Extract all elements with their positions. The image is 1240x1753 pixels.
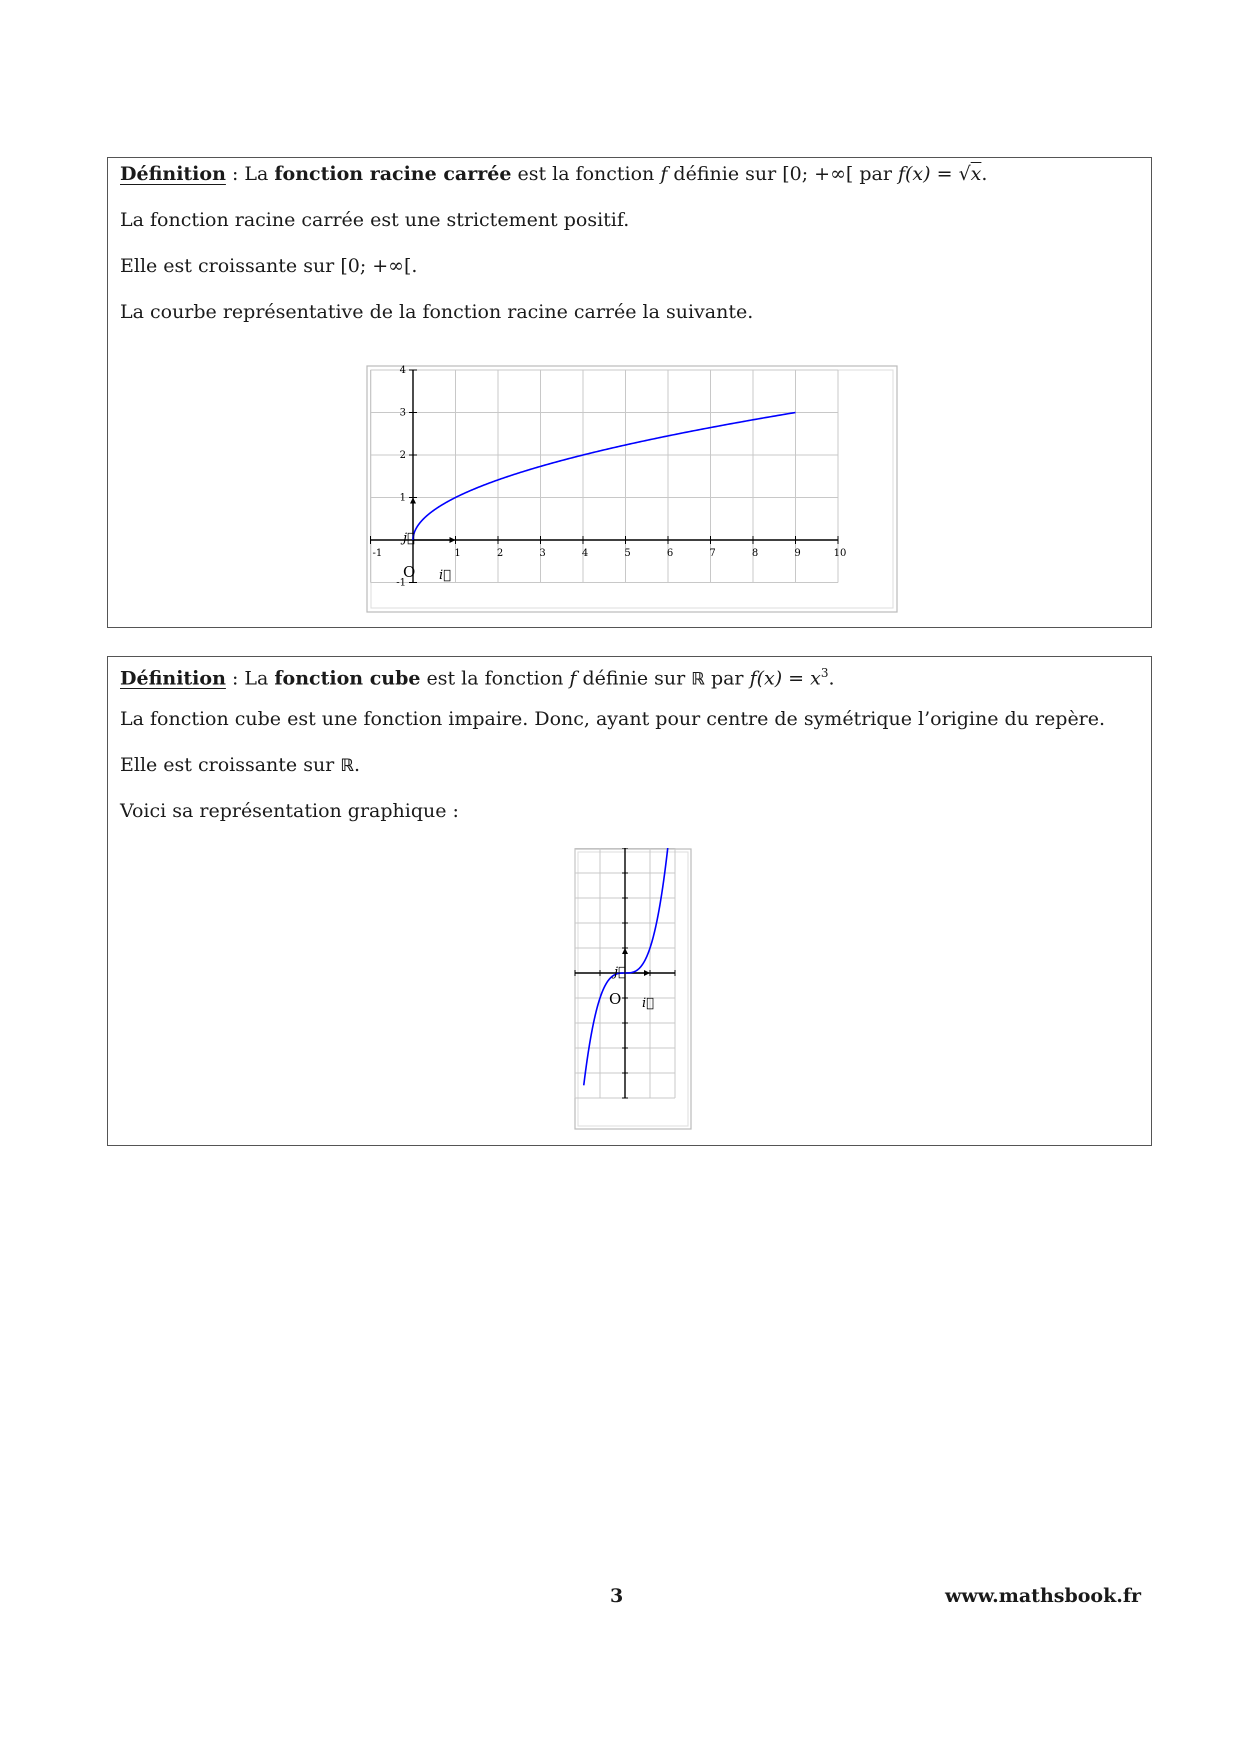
text: Elle est croissante sur: [120, 255, 341, 277]
definition-line: [120, 661, 835, 691]
chart-frame: [575, 849, 691, 1129]
text: .: [411, 255, 418, 277]
definition-box-cube: [107, 656, 1152, 1146]
term-bold: fonction cube: [274, 667, 421, 690]
j-vector-arrow: [410, 498, 416, 504]
origin-label: O: [609, 990, 622, 1008]
cube-chart: [574, 848, 692, 1130]
x-tick-label: 2: [496, 548, 504, 559]
math-set-R: ℝ: [691, 669, 705, 690]
text: .: [353, 754, 360, 776]
text: .: [981, 163, 988, 185]
curve-intro: La courbe représentative de la fonction racine carrée la suivante.: [120, 301, 754, 323]
grid: [371, 370, 839, 583]
square-root-chart: [366, 365, 898, 613]
text: définie sur: [576, 667, 692, 690]
x-tick-label: 5: [624, 548, 631, 559]
math-interval: [0; +∞[: [782, 163, 854, 185]
x-tick-label: 1: [454, 548, 461, 559]
origin-label: O: [403, 563, 416, 581]
x-tick-label: 9: [794, 548, 801, 559]
math-set-R: ℝ: [340, 756, 354, 776]
math-fx: f(x) =: [897, 163, 959, 185]
text: : La: [225, 667, 275, 690]
property-positive: La fonction racine carrée est une strictement positif.: [120, 209, 630, 231]
property-odd: La fonction cube est une fonction impaire. Donc, ayant pour centre de symétrique l’origine du repère.: [120, 708, 1106, 730]
curve: [413, 413, 796, 541]
j-vector-label: j⃗: [403, 531, 415, 546]
text: est la fonction: [511, 163, 661, 185]
site-url: www.mathsbook.fr: [945, 1585, 1142, 1607]
definition-label: Définition: [120, 163, 226, 185]
i-vector-label: i⃗: [439, 568, 451, 583]
page-number: 3: [610, 1585, 624, 1607]
math-f: f: [569, 667, 577, 690]
tick-labels: [371, 365, 847, 589]
property-increasing: [120, 753, 360, 778]
i-vector-label: i⃗: [642, 996, 654, 1011]
i-vector-arrow: [644, 970, 650, 976]
y-tick-label: 2: [399, 450, 406, 461]
y-tick-label: 3: [399, 407, 406, 419]
math-fx: f(x) = x: [749, 667, 821, 690]
i-vector-arrow: [450, 537, 456, 543]
y-tick-label: -1: [396, 577, 406, 589]
j-vector-arrow: [622, 948, 628, 954]
math-interval: [0; +∞[: [340, 255, 412, 277]
math-exponent: 3: [820, 666, 829, 680]
property-increasing: [120, 254, 417, 278]
text: par: [704, 667, 750, 690]
definition-label: Définition: [120, 667, 226, 690]
x-tick-label: 7: [709, 548, 716, 559]
y-tick-label: 4: [399, 365, 406, 376]
text: .: [828, 667, 835, 690]
text: par: [853, 163, 898, 185]
chart-inner-frame: [578, 852, 688, 1126]
x-tick-label: 10: [833, 548, 847, 559]
sqrt-sign: √: [958, 163, 971, 185]
axes: [371, 370, 839, 583]
x-tick-label: 6: [666, 548, 674, 559]
text: Elle est croissante sur: [120, 754, 341, 776]
text: est la fonction: [420, 667, 570, 690]
text: : La: [225, 163, 275, 185]
sqrt-arg: x: [970, 163, 982, 185]
x-tick-label: 3: [539, 548, 546, 559]
j-vector-label: j⃗: [614, 965, 626, 980]
square-root-curve: [413, 413, 796, 541]
x-tick-label: 4: [581, 548, 589, 559]
math-f: f: [660, 163, 668, 185]
x-tick-label: -1: [372, 548, 383, 559]
definition-box-square-root: [107, 157, 1152, 628]
text: définie sur: [667, 163, 783, 185]
graph-intro: Voici sa représentation graphique :: [120, 800, 459, 822]
x-tick-label: 8: [751, 548, 759, 559]
definition-line: [120, 162, 987, 186]
term-bold: fonction racine carrée: [274, 163, 512, 185]
y-tick-label: 1: [399, 492, 406, 504]
